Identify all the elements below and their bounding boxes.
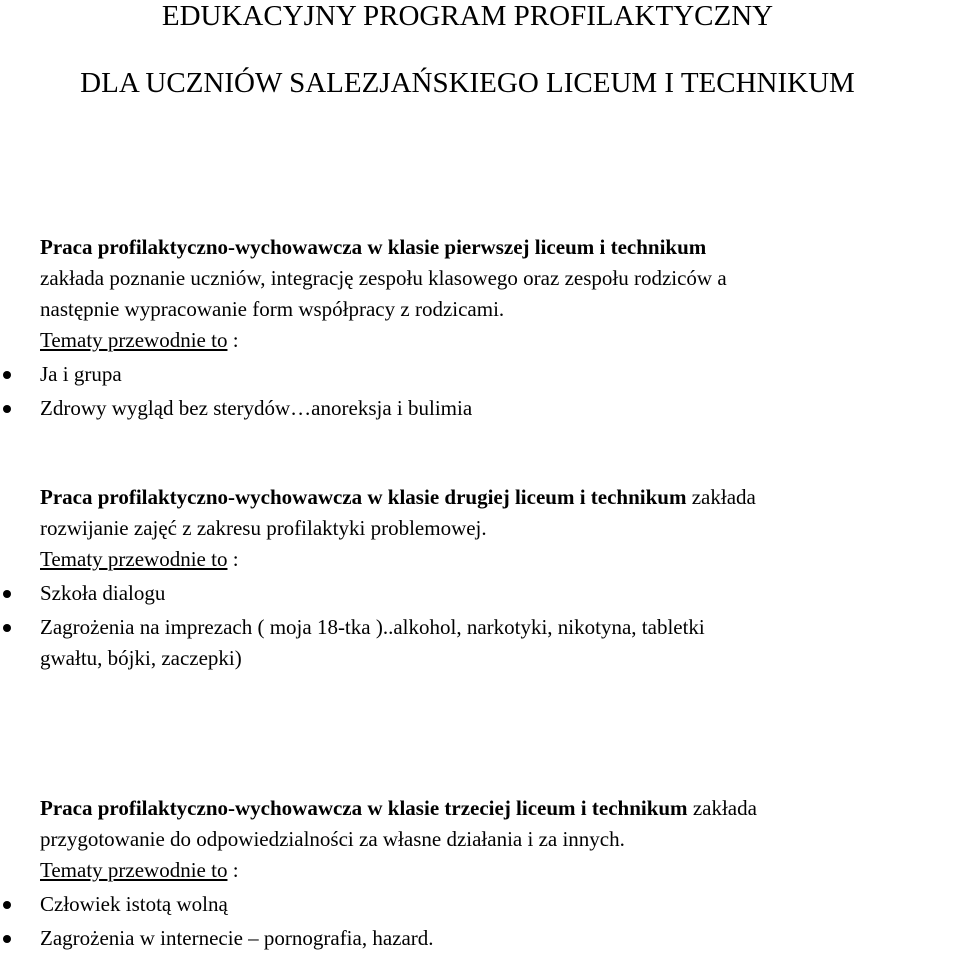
section-second-class <box>40 482 960 674</box>
list-item <box>40 889 960 920</box>
topics-colon: : <box>227 328 239 352</box>
list-item <box>40 923 960 954</box>
list-item <box>40 393 960 424</box>
bullet-icon <box>3 590 11 598</box>
topics-label: Tematy przewodnie to <box>40 547 228 571</box>
section-third-class <box>40 793 960 954</box>
topics-list <box>40 578 960 674</box>
topics-list <box>40 889 960 954</box>
list-item-text: Człowiek istotą wolną <box>40 892 228 916</box>
section-text: rozwijanie zajęć z zakresu profilaktyki problemowej. <box>40 516 487 540</box>
topics-label: Tematy przewodnie to <box>40 858 228 882</box>
list-item-text: Zdrowy wygląd bez sterydów…anoreksja i bulimia <box>40 396 473 420</box>
topics-list <box>40 359 960 424</box>
doc-title-line-2: DLA UCZNIÓW SALEZJAŃSKIEGO LICEUM I TECHNIKUM <box>80 67 855 99</box>
topics-colon: : <box>227 858 239 882</box>
doc-title-line-1: EDUKACYJNY PROGRAM PROFILAKTYCZNY <box>161 0 774 32</box>
list-item-text-continuation: gwałtu, bójki, zaczepki) <box>40 646 242 670</box>
list-item-text: Ja i grupa <box>40 362 122 386</box>
section-heading: Praca profilaktyczno-wychowawcza w klasie pierwszej liceum i technikum <box>40 235 707 259</box>
bullet-icon <box>3 935 11 943</box>
section-text: zakłada poznanie uczniów, integrację zespołu klasowego oraz zespołu rodziców a <box>40 266 727 290</box>
bullet-icon <box>3 405 11 413</box>
section-heading-tail: zakłada <box>686 485 756 509</box>
list-item <box>40 359 960 390</box>
section-heading: Praca profilaktyczno-wychowawcza w klasie drugiej liceum i technikum <box>40 485 687 509</box>
list-item <box>40 612 960 674</box>
list-item <box>40 578 960 609</box>
topics-colon: : <box>227 547 239 571</box>
section-text: przygotowanie do odpowiedzialności za własne działania i za innych. <box>40 827 625 851</box>
section-first-class <box>40 232 960 424</box>
list-item-text: Zagrożenia na imprezach ( moja 18-tka )..alkohol, narkotyki, nikotyna, tabletki <box>40 615 705 639</box>
topics-label: Tematy przewodnie to <box>40 328 228 352</box>
section-heading-tail: zakłada <box>687 796 757 820</box>
section-text: następnie wypracowanie form współpracy z rodzicami. <box>40 297 505 321</box>
bullet-icon <box>3 371 11 379</box>
bullet-icon <box>3 624 11 632</box>
list-item-text: Szkoła dialogu <box>40 581 166 605</box>
bullet-icon <box>3 901 11 909</box>
section-heading: Praca profilaktyczno-wychowawcza w klasie trzeciej liceum i technikum <box>40 796 688 820</box>
list-item-text: Zagrożenia w internecie – pornografia, hazard. <box>40 926 434 950</box>
